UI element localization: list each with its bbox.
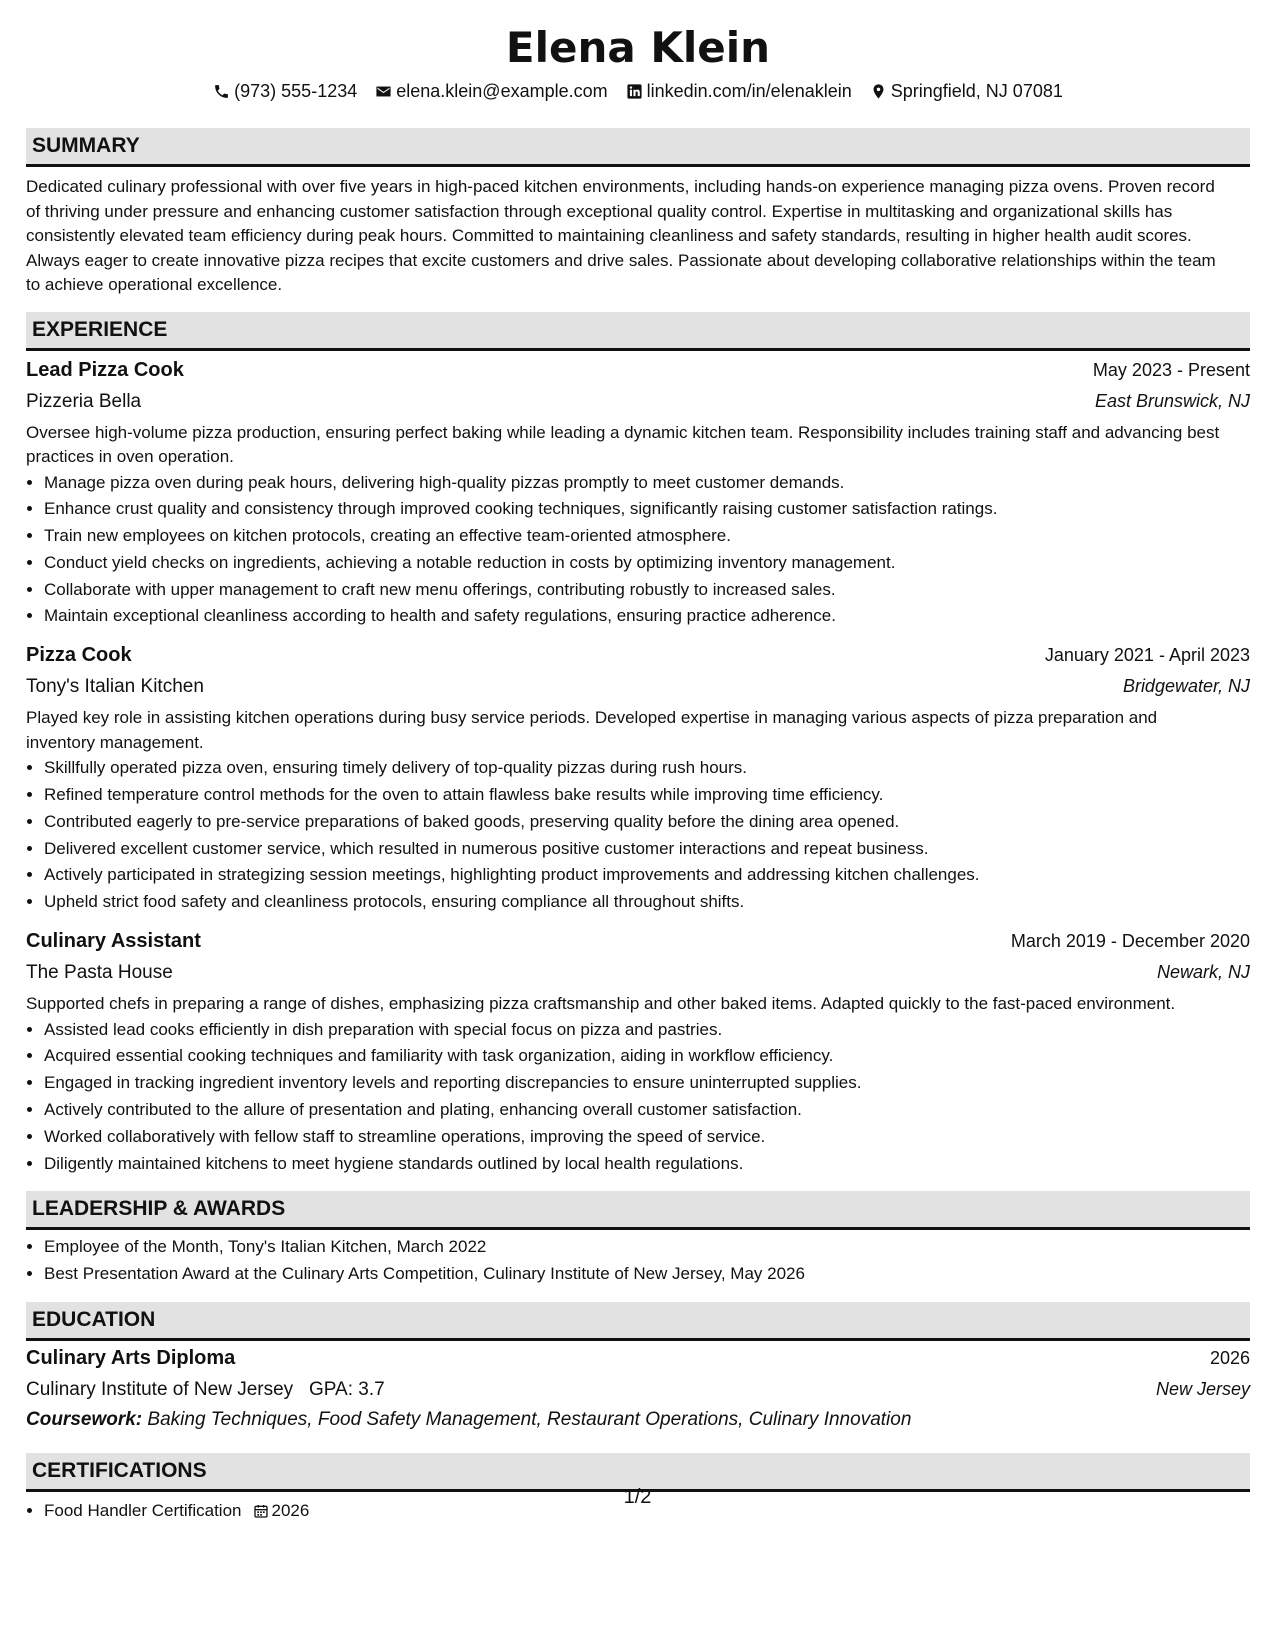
job-company: Tony's Italian Kitchen (26, 676, 204, 698)
job-company-row (26, 671, 1250, 702)
degree-year: 2026 (1209, 1347, 1250, 1368)
job-bullet: • Skillfully operated pizza oven, ensuring timely delivery of top-quality pizzas during rush hours. (44, 755, 1250, 782)
job-bullet: • Maintain exceptional cleanliness according to health and safety regulations, ensuring practice adherence. (44, 603, 1250, 630)
job-bullet: • Delivered excellent customer service, which resulted in numerous positive customer interactions and repeat business. (44, 836, 1250, 863)
job-location: Newark, NJ (1156, 962, 1250, 983)
envelope-icon (375, 83, 392, 100)
contact-phone (213, 80, 357, 102)
job-company-row (26, 386, 1250, 417)
linkedin-icon (626, 83, 643, 100)
job-title: Culinary Assistant (26, 930, 201, 953)
job-dates: May 2023 - Present (1092, 359, 1250, 380)
phone-icon (213, 83, 230, 100)
job-title-row (26, 355, 1250, 386)
job-entry (26, 640, 1250, 916)
education-heading: EDUCATION (26, 1302, 1250, 1341)
job-dates: March 2019 - December 2020 (1010, 931, 1250, 952)
school-name: Culinary Institute of New Jersey (26, 1378, 294, 1400)
job-bullet: • Contributed eagerly to pre-service preparations of baked goods, preserving quality before the dining area opened. (44, 809, 1250, 836)
candidate-name: Elena Klein (505, 23, 771, 72)
award-item: • Employee of the Month, Tony's Italian Kitchen, March 2022 (44, 1234, 1250, 1261)
job-bullet: • Actively contributed to the allure of presentation and plating, enhancing overall customer satisfaction. (44, 1097, 1250, 1124)
job-bullet: • Conduct yield checks on ingredients, achieving a notable reduction in costs by optimizing inventory management. (44, 550, 1250, 577)
job-entry (26, 926, 1250, 1177)
contact-linkedin[interactable] (626, 80, 852, 102)
location-text: Springfield, NJ 07081 (890, 81, 1063, 101)
education-entry (26, 1343, 1250, 1435)
job-bullet: • Upheld strict food safety and cleanliness protocols, ensuring compliance all throughout shifts. (44, 889, 1250, 916)
resume-content (26, 22, 1250, 1525)
email-link[interactable]: elena.klein@example.com (396, 81, 608, 101)
education-title-row (26, 1343, 1250, 1374)
job-company-row (26, 957, 1250, 988)
summary-text: Dedicated culinary professional with over five years in high-paced kitchen environments, including hands-on experience managing pizza ovens. Proven record of thriving under pressure and enhancing customer satisfaction through exceptional quality control. Expertise in multitasking and organizational skills has consistently elevated team efficiency during peak hours. Committed to maintaining cleanliness and safety standards, resulting in higher health audit scores. Always eager to create innovative pizza recipes that excite customers and drive sales. Passionate about developing collaborative relationships within the team to achieve operational excellence. (26, 177, 1216, 294)
experience-heading: EXPERIENCE (26, 312, 1250, 351)
certifications-heading: CERTIFICATIONS (26, 1453, 1250, 1492)
job-location: East Brunswick, NJ (1094, 390, 1250, 411)
job-bullet: • Refined temperature control methods for the oven to attain flawless bake results while improving time efficiency. (44, 782, 1250, 809)
degree-name: Culinary Arts Diploma (26, 1346, 236, 1369)
job-dates: January 2021 - April 2023 (1044, 645, 1250, 666)
certification-year: 2026 (271, 1500, 310, 1520)
summary-heading: SUMMARY (26, 128, 1250, 167)
job-bullet: • Actively participated in strategizing session meetings, highlighting product improvements and addressing kitchen challenges. (44, 862, 1250, 889)
job-bullet: • Enhance crust quality and consistency through improved cooking techniques, significantly raising customer satisfaction ratings. (44, 496, 1250, 523)
coursework (26, 1405, 1250, 1435)
job-bullet: • Diligently maintained kitchens to meet hygiene standards outlined by local health regulations. (44, 1151, 1250, 1178)
contact-bar (26, 80, 1250, 102)
job-bullet: • Engaged in tracking ingredient inventory levels and reporting discrepancies to ensure uninterrupted supplies. (44, 1070, 1250, 1097)
job-description: Played key role in assisting kitchen operations during busy service periods. Developed expertise in managing various aspects of pizza preparation and inventory management. (26, 708, 1158, 752)
job-bullet: • Worked collaboratively with fellow staff to streamline operations, improving the speed of service. (44, 1124, 1250, 1151)
awards-heading: LEADERSHIP & AWARDS (26, 1191, 1250, 1230)
page-number: 1/2 (623, 1486, 652, 1508)
job-bullets (26, 470, 1250, 631)
job-description: Supported chefs in preparing a range of dishes, emphasizing pizza craftsmanship and other baked items. Adapted quickly to the fast-paced environment. (26, 994, 1176, 1014)
linkedin-link[interactable]: linkedin.com/in/elenaklein (646, 81, 852, 101)
education-school-row (26, 1374, 1250, 1405)
job-bullet: • Assisted lead cooks efficiently in dish preparation with special focus on pizza and pastries. (44, 1017, 1250, 1044)
job-title-row (26, 926, 1250, 957)
job-entry (26, 355, 1250, 631)
gpa: GPA: 3.7 (309, 1378, 385, 1400)
coursework-list: Baking Techniques, Food Safety Management, Restaurant Operations, Culinary Innovation (147, 1408, 912, 1430)
job-title: Pizza Cook (26, 644, 132, 667)
job-bullets (26, 1017, 1250, 1178)
certification-name: • Food Handler Certification (44, 1500, 242, 1520)
job-company: The Pasta House (26, 962, 173, 984)
job-bullet: • Train new employees on kitchen protocols, creating an effective team-oriented atmosphere. (44, 523, 1250, 550)
phone-text: (973) 555-1234 (234, 81, 358, 101)
job-title-row (26, 640, 1250, 671)
job-bullet: • Acquired essential cooking techniques and familiarity with task organization, aiding in workflow efficiency. (44, 1043, 1250, 1070)
school-location: New Jersey (1155, 1378, 1250, 1399)
contact-location (870, 80, 1063, 102)
award-item: • Best Presentation Award at the Culinary Arts Competition, Culinary Institute of New Jersey, May 2026 (44, 1261, 1250, 1288)
contact-email[interactable] (375, 80, 607, 102)
coursework-label: Coursework: (26, 1408, 143, 1430)
job-bullet: • Collaborate with upper management to craft new menu offerings, contributing robustly to increased sales. (44, 577, 1250, 604)
job-location: Bridgewater, NJ (1122, 676, 1250, 697)
job-company: Pizzeria Bella (26, 390, 142, 412)
awards-list (26, 1234, 1250, 1288)
job-bullet: • Manage pizza oven during peak hours, delivering high-quality pizzas promptly to meet customer demands. (44, 470, 1250, 497)
job-bullets (26, 755, 1250, 916)
map-pin-icon (870, 83, 887, 100)
job-title: Lead Pizza Cook (26, 358, 184, 381)
job-description: Oversee high-volume pizza production, ensuring perfect baking while leading a dynamic kitchen team. Responsibility includes training staff and advancing best practices in oven operation. (26, 422, 1220, 466)
school-info (26, 1375, 385, 1404)
